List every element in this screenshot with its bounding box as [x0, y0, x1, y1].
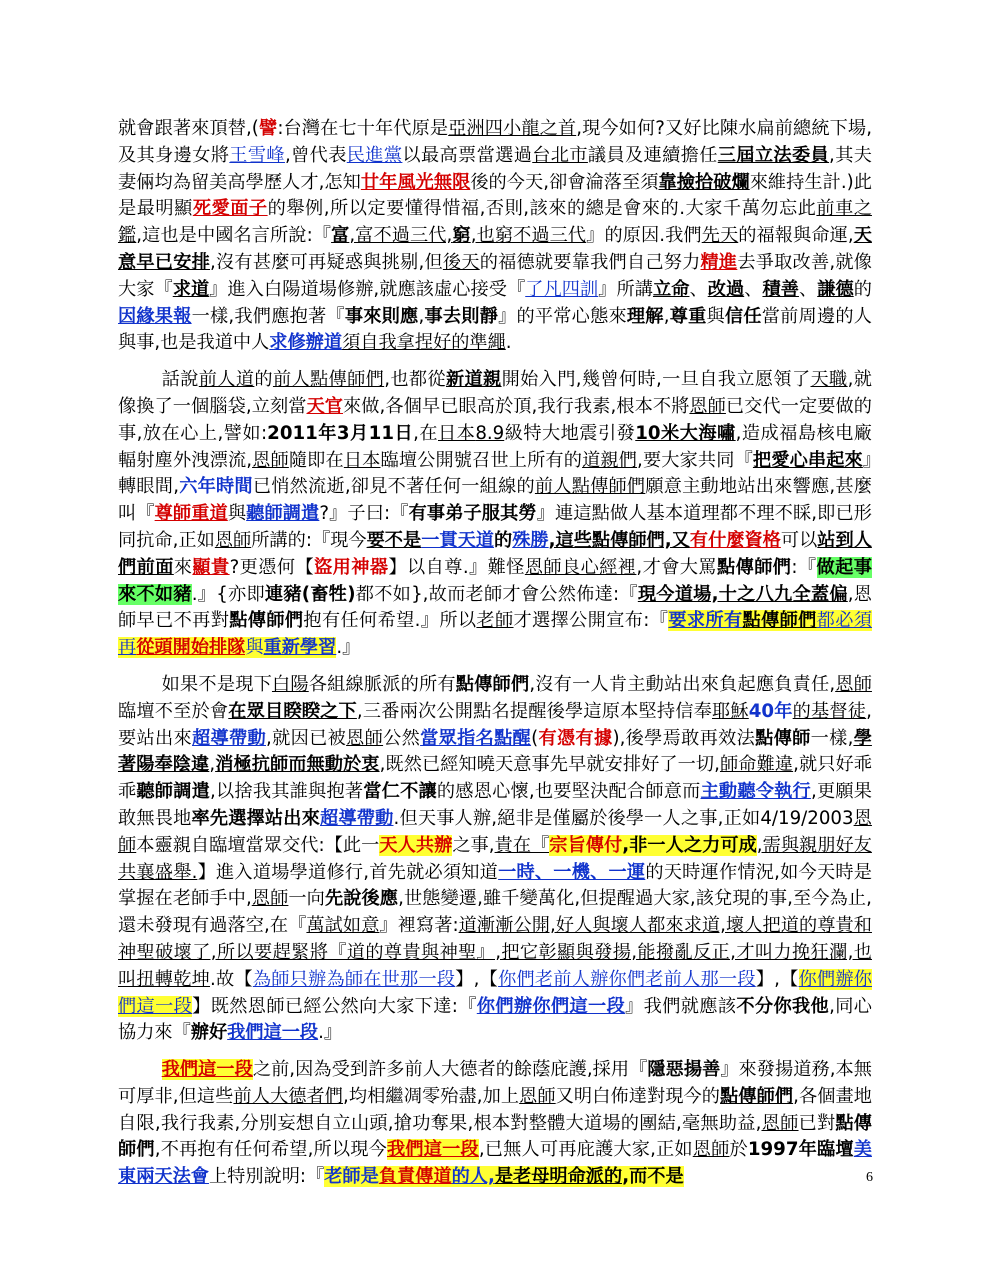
- text-run: 前人道: [198, 369, 255, 391]
- text-run: 的天時運作情況,如今天時是掌握在老師手中,: [118, 861, 872, 910]
- text-run: 精進: [700, 251, 738, 273]
- text-run: ,同心協力來『: [118, 995, 872, 1044]
- text-run: 王雪峰: [229, 144, 285, 166]
- text-run: ,現今如何?又好比陳水扁前總統下場,及其身邊女將: [118, 118, 872, 166]
- text-run: 點傳師們: [717, 556, 792, 578]
- text-run: :台灣在七十年代原是: [277, 118, 449, 139]
- text-run: 尊師重道: [154, 503, 228, 525]
- text-run: 不分你我他: [736, 995, 830, 1017]
- text-run: 消極抗師而無動於衷: [215, 754, 380, 776]
- text-run: 1997年: [747, 1139, 818, 1161]
- text-run: 事去則靜: [424, 305, 499, 327]
- text-run: 級特大地震引發: [504, 422, 636, 444]
- paragraph-2: [118, 367, 872, 662]
- text-run: 富: [331, 225, 350, 247]
- text-run: 老師是: [324, 1166, 379, 1188]
- text-run: .但天事人辦,絕非是僅屬於後學一人之事,正如4/19/2003: [393, 807, 854, 829]
- text-run: 所講的:『現今: [251, 529, 367, 551]
- text-run: 已悄然流逝,卻見不著任何一組線的: [252, 476, 535, 498]
- text-run: ,要大家共同『: [637, 449, 753, 471]
- text-run: ,: [209, 754, 216, 776]
- text-run: 殊勝: [512, 529, 549, 551]
- text-run: 日本: [343, 449, 381, 471]
- text-run: 】既然恩師已經公然向大家下達:『: [192, 995, 477, 1017]
- text-run: 】,【: [455, 968, 499, 990]
- document-body: [118, 116, 872, 1201]
- text-run: 上特別說明:『: [208, 1166, 325, 1188]
- text-run: 恩師: [251, 888, 289, 910]
- text-run: 話說: [161, 369, 199, 391]
- text-run: ,沒有甚麼可再疑惑與挑剔,但: [210, 251, 443, 273]
- text-run: 點傳師: [755, 727, 811, 749]
- text-run: 靠撿拾破爛: [658, 171, 750, 193]
- text-run: ,以捨我其誰與抱著: [210, 781, 364, 803]
- text-run: 隨即在: [288, 449, 344, 471]
- text-run: ,也都從: [384, 369, 446, 391]
- text-run: 』來發揚道務,本無可厚非,但這些: [118, 1059, 872, 1107]
- text-run: ,而不是: [622, 1166, 684, 1188]
- text-run: 一樣,: [810, 727, 854, 749]
- text-run: ,造成福島核电廠輻射塵外洩漂流,: [118, 422, 872, 471]
- text-run: 】進入道場學道修行,首先就必須知道: [197, 861, 499, 883]
- text-run: 的福報與命運,: [738, 225, 854, 247]
- text-run: ?』子曰:『: [319, 503, 409, 525]
- text-run: ,要站出來: [118, 700, 872, 749]
- text-run: 積善: [762, 278, 799, 300]
- text-run: 負責傳道: [378, 1166, 452, 1188]
- text-run: ,三番兩次公開點名提醒後學這原本堅持信奉: [356, 700, 713, 722]
- text-run: 點傳師們: [720, 1085, 794, 1107]
- text-run: 10米大海嘯: [635, 422, 736, 444]
- text-run: 先天: [701, 225, 739, 247]
- text-run: 』進入白陽道場修辦,就應該虛心接受『: [209, 278, 526, 300]
- text-run: 萬試如意: [306, 915, 380, 937]
- text-run: 之前,因為受到許多前人大德者的餘蔭庇護,採用『: [252, 1059, 648, 1081]
- text-run: 求道: [172, 278, 210, 300]
- text-run: 死愛面子: [192, 198, 268, 220]
- text-run: ,就因已被: [266, 727, 347, 749]
- text-run: 臨壇: [817, 1139, 854, 1161]
- text-run: 盜用神器: [314, 556, 389, 578]
- text-run: 天人共辦: [379, 834, 453, 856]
- text-run: 有什麼資格: [689, 529, 781, 551]
- text-run: 理解: [626, 305, 664, 327]
- text-run: 後天: [442, 251, 480, 273]
- text-run: 因緣果報: [118, 305, 192, 327]
- text-run: 的感恩心懷,也要堅決配合師意而: [436, 781, 701, 803]
- text-run: 我們這一段: [387, 1139, 479, 1161]
- text-run: 做起事來不如豬: [118, 556, 872, 605]
- text-run: 已對: [798, 1112, 836, 1134]
- text-run: 現今道場,十之八九全蓋偏: [637, 583, 848, 605]
- text-run: 點傳師們: [455, 673, 530, 695]
- text-run: ,世態變遷,雖千變萬化,但提醒過大家,該兌現的事,至今為止,還未發現有過落空,在『: [118, 888, 872, 937]
- text-run: 願意主動地站出來響應,甚麼叫『: [118, 476, 872, 525]
- text-run: 前車之鑑: [118, 198, 872, 247]
- text-run: 站到人們前面: [118, 529, 872, 578]
- text-run: 信任: [724, 305, 762, 327]
- text-run: ,這也是中國名言所說:『: [136, 225, 332, 247]
- text-run: 率先選擇站出來: [191, 807, 321, 829]
- text-run: 去爭取改善,就像大家『: [118, 251, 872, 300]
- text-run: 40年: [748, 700, 793, 722]
- text-run: 立命: [652, 278, 690, 300]
- text-run: 你們老前人辦你們老前人那一段: [498, 968, 756, 990]
- text-run: 須自我拿捏好的準繩: [342, 332, 506, 354]
- text-run: 天官: [306, 395, 344, 417]
- text-run: ,均相繼凋零殆盡,加上: [343, 1085, 520, 1107]
- text-run: 點傳師們: [118, 1112, 872, 1161]
- text-run: 天職: [810, 369, 848, 391]
- text-run: 求修辦道: [269, 332, 343, 354]
- text-run: ,恩師早已不再對: [118, 583, 872, 632]
- text-run: 宗旨傳付: [549, 834, 623, 856]
- text-run: ,需與親朋好友共襄盛舉.: [118, 834, 872, 883]
- text-run: 公然: [383, 727, 421, 749]
- paragraph-4: [118, 1057, 872, 1191]
- text-run: 已交代一定要做的事,放在心上,譬如:: [118, 395, 872, 444]
- text-run: 來做,各個早已眼高於頂,我行我素,根本不將: [343, 395, 690, 417]
- text-run: 、: [689, 278, 708, 300]
- text-run: 開始入門,幾曾何時,一旦自我立愿領了: [501, 369, 811, 391]
- text-run: 才選擇公開宣布:『: [513, 610, 669, 632]
- text-run: 了凡四訓: [525, 278, 599, 300]
- text-run: 前人大德者們: [233, 1085, 344, 1107]
- text-run: ,不再抱有任何希望,所以現今: [154, 1139, 388, 1161]
- text-run: 』我們就應該: [625, 995, 737, 1017]
- text-run: ,已無人可再庇護大家,正如: [478, 1139, 693, 1161]
- text-run: 亞洲四小龍之首: [448, 118, 577, 139]
- text-run: 窮: [452, 225, 471, 247]
- text-run: 你們辦你們這一段: [476, 995, 626, 1017]
- text-run: 』所講: [598, 278, 653, 300]
- text-run: 』轉眼間,: [118, 449, 872, 498]
- text-run: 尊重: [669, 305, 707, 327]
- text-run: 事來則應: [344, 305, 419, 327]
- text-run: 一時、一機、一運: [498, 861, 646, 883]
- text-run: 本靈親自臨壇當眾交代:【此一: [136, 834, 380, 856]
- text-run: ,非一人之力可成: [622, 834, 757, 856]
- text-run: 議員及連續擔任: [587, 144, 718, 166]
- text-run: 於: [729, 1139, 748, 1161]
- text-run: 一貫天道: [421, 529, 494, 551]
- text-run: ,曾代表: [284, 144, 347, 166]
- text-run: 的: [494, 529, 513, 551]
- text-run: 天意早已安排: [118, 225, 872, 273]
- text-run: ,這些點傳師們,又: [548, 529, 690, 551]
- text-run: 隱惡揚善: [647, 1059, 721, 1081]
- text-run: 』裡寫著:: [379, 915, 459, 937]
- text-run: 恩師: [214, 529, 252, 551]
- text-run: ,沒有一人肯主動站出來負起應負責任,: [529, 673, 836, 695]
- text-run: 與: [706, 305, 725, 327]
- text-run: 2011年3月11日: [267, 422, 414, 444]
- text-run: 恩師: [118, 807, 872, 856]
- text-run: 一樣,我們應抱著『: [191, 305, 345, 327]
- text-run: 恩師: [835, 673, 872, 695]
- text-run: 日本: [438, 422, 476, 444]
- text-run: (: [531, 727, 539, 749]
- text-run: 以最高票當選過: [402, 144, 533, 166]
- text-run: 把愛心串起來: [752, 449, 863, 471]
- text-run: 耶穌: [712, 700, 749, 722]
- text-run: 在眾目睽睽之下: [228, 700, 357, 722]
- text-run: 連豬(畜牲): [264, 583, 356, 605]
- text-run: ,就像換了一個腦袋,立刻當: [118, 369, 872, 417]
- text-run: 顯貴: [192, 556, 230, 578]
- text-run: 主動聽令執行: [700, 781, 811, 803]
- text-run: 恩師: [692, 1139, 730, 1161]
- text-run: .』: [336, 637, 361, 659]
- text-run: 恩師: [252, 449, 289, 471]
- paragraph-3: [118, 672, 872, 1047]
- text-run: ,富不過三代,: [349, 225, 453, 247]
- text-run: 你們辦你們這一段: [118, 968, 872, 1017]
- text-run: 的: [853, 278, 872, 300]
- text-run: 辦好: [190, 1022, 228, 1044]
- text-run: 前人點傳師們: [272, 369, 385, 391]
- text-run: 的人,: [451, 1166, 495, 1188]
- page-number: 6: [866, 1170, 873, 1185]
- text-run: 譬: [258, 118, 278, 139]
- text-run: 恩師: [346, 727, 384, 749]
- text-run: 要求所有: [668, 610, 743, 632]
- text-run: 恩師: [519, 1085, 556, 1107]
- text-run: 各組線脈派的所有: [308, 673, 456, 695]
- text-run: 貴在『: [494, 834, 550, 856]
- text-run: 有憑有據: [538, 727, 613, 749]
- text-run: 臨壇公開號召世上所有的: [380, 449, 583, 471]
- text-run: ,就只好乖乖: [118, 754, 872, 803]
- text-run: 學著陽奉陰違: [118, 727, 872, 776]
- text-run: 我們這一段: [161, 1059, 253, 1081]
- text-run: ,更願果敢無畏地: [118, 781, 872, 829]
- text-run: 都必須再: [118, 610, 872, 659]
- text-run: ,各個畫地自限,我行我素,分別妄想自立山頭,搶功奪果,根本對整體大道場的團結,毫無助益,: [118, 1085, 872, 1134]
- text-run: 前人點傳師們: [534, 476, 646, 498]
- text-run: 之事,: [452, 834, 495, 856]
- text-run: ,在: [413, 422, 438, 444]
- text-run: 後的今天,卻會淪落至須: [470, 171, 659, 193]
- text-run: 又明白佈達對現今的: [555, 1085, 721, 1107]
- text-run: 恩師: [761, 1112, 799, 1134]
- text-run: 就會跟著來頂替,(: [118, 118, 259, 139]
- text-run: 可以: [780, 529, 818, 551]
- text-run: ,: [663, 305, 670, 327]
- text-run: 有事弟子服其勞: [408, 503, 537, 525]
- text-run: 從頭開始排隊: [136, 637, 246, 659]
- text-run: 』的平常心態來: [498, 305, 627, 327]
- text-run: 都不如},故而老師才會公然佈達:『: [355, 583, 638, 605]
- text-run: 台北市: [532, 144, 588, 166]
- text-run: 當眾指名點醒: [420, 727, 532, 749]
- text-run: 白陽: [271, 673, 309, 695]
- text-run: 廿年風光無限: [360, 171, 471, 193]
- text-run: 、: [798, 278, 818, 300]
- text-run: 先說後應: [324, 888, 399, 910]
- text-run: ,也窮不過三代: [470, 225, 587, 247]
- text-run: 8.9: [475, 422, 505, 444]
- text-run: 道親們: [582, 449, 638, 471]
- text-run: 一向: [288, 888, 325, 910]
- text-run: .』{亦即: [191, 583, 265, 605]
- text-run: ,既然已經知曉天意事先早就安排好了一切,: [379, 754, 720, 776]
- text-run: 聽師調遣: [136, 781, 211, 803]
- paragraph-1: [118, 116, 872, 357]
- text-run: ,其夫妻倆均為留美高學歷人才,怎知: [118, 144, 872, 193]
- text-run: 新道親: [445, 369, 502, 391]
- text-run: .: [505, 332, 512, 354]
- text-run: 抱有任何希望.』所以: [303, 610, 477, 632]
- text-run: 六年時間: [179, 476, 253, 498]
- text-run: 民進黨: [346, 144, 403, 166]
- text-run: 是老母明命派的: [494, 1166, 623, 1188]
- text-run: 三屆立法委員: [717, 144, 830, 166]
- text-run: 我們這一段: [227, 1022, 319, 1044]
- text-run: ,才會大罵: [636, 556, 717, 578]
- text-run: .』: [318, 1022, 343, 1044]
- text-run: 道漸漸公開,好人與壞人都來求道,壞人把道的尊貴和神聖破壞了,所以要趕緊將『道的尊貴與神聖』,把它彰顯與發揚,能撥亂反正,才叫力挽狂瀾,也叫扭轉乾坤: [118, 915, 872, 990]
- text-run: ),後學焉敢再效法: [612, 727, 756, 749]
- text-run: 來維持生計.)此是最明顯: [118, 171, 872, 220]
- text-run: ,: [418, 305, 425, 327]
- text-run: 的福德就要靠我們自己努力: [479, 251, 701, 273]
- text-run: 如果不是現下: [161, 673, 272, 695]
- text-run: 】,【: [755, 968, 799, 990]
- text-run: 點傳師們: [742, 610, 817, 632]
- text-run: 改過: [707, 278, 745, 300]
- text-run: 】以自尊.』難怪: [388, 556, 525, 578]
- text-run: .故【: [210, 968, 253, 990]
- text-run: 聽師調遣: [246, 503, 320, 525]
- text-run: 當前周邊的人與事,也是我道中人: [118, 305, 872, 354]
- text-run: 為師只辦為師在世那一段: [252, 968, 456, 990]
- text-run: 的基督徒: [792, 700, 867, 722]
- text-run: 的: [254, 369, 273, 391]
- text-run: :『: [791, 556, 817, 578]
- text-run: 師命難違: [719, 754, 794, 776]
- text-run: 與: [245, 637, 264, 659]
- text-run: 重新學習: [263, 637, 337, 659]
- text-run: 謙德: [817, 278, 854, 300]
- text-run: 的舉例,所以定要懂得惜福,否則,該來的總是會來的.大家千萬勿忘此: [267, 198, 817, 220]
- text-run: 恩師: [689, 395, 726, 417]
- text-run: 美東兩天法會: [118, 1139, 872, 1188]
- text-run: 』連這點做人基本道理都不理不睬,即已形同抗命,正如: [118, 503, 872, 551]
- text-run: 與: [227, 503, 247, 525]
- text-run: 老師: [476, 610, 514, 632]
- text-run: 臨壇不至於會: [118, 700, 229, 722]
- text-run: 來: [173, 556, 193, 578]
- text-run: 恩師良心經裡: [524, 556, 637, 578]
- text-run: ?更憑何【: [229, 556, 315, 578]
- text-run: 要不是: [366, 529, 422, 551]
- text-run: 點傳師們: [229, 610, 304, 632]
- text-run: 』的原因.我們: [586, 225, 702, 247]
- text-run: 當仁不讓: [363, 781, 437, 803]
- text-run: 超導帶動: [320, 807, 394, 829]
- text-run: 超導帶動: [192, 727, 266, 749]
- text-run: 、: [744, 278, 763, 300]
